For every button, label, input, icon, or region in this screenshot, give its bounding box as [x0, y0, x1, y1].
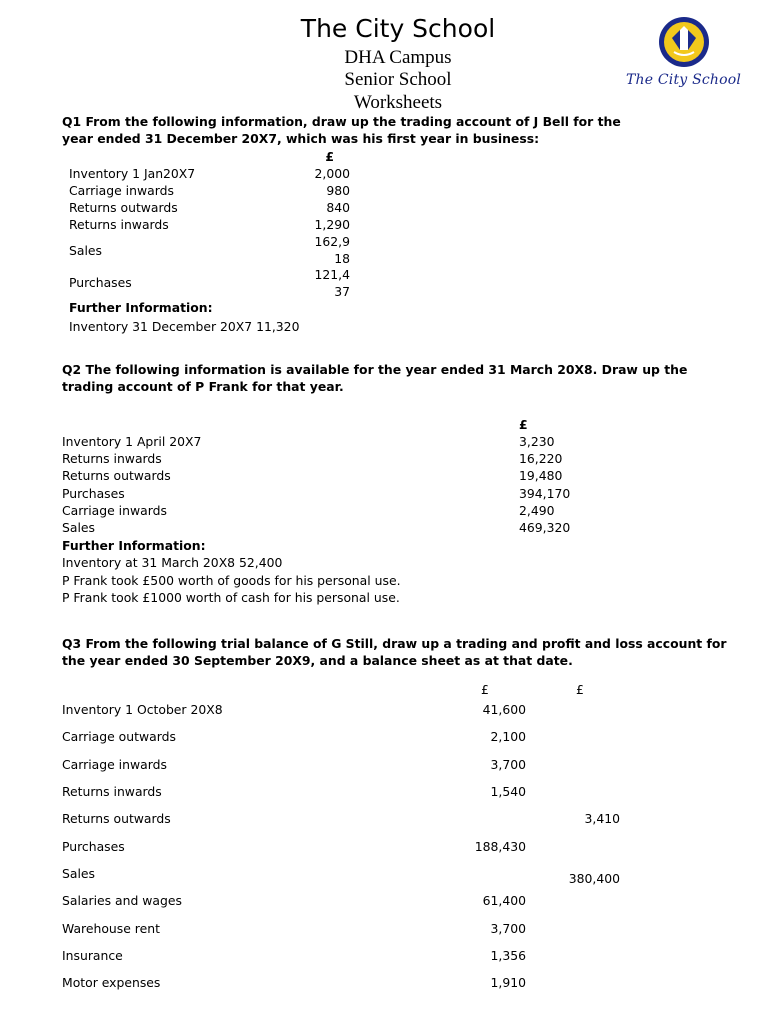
- q3-label: Inventory 1 October 20X8: [62, 702, 223, 717]
- q3-debit: 41,600: [482, 702, 526, 717]
- q3-label: Sales: [62, 866, 95, 881]
- q1-further-text: Inventory 31 December 20X7 11,320: [69, 319, 300, 334]
- q3-label: Carriage outwards: [62, 729, 176, 744]
- q2-label: Inventory 1 April 20X7: [62, 434, 202, 449]
- q2-label: Returns outwards: [62, 468, 171, 483]
- q1-question: Q1 From the following information, draw up the trading account of J Bell for the year ended 31 December 20X7, which was his first year in business:: [62, 114, 621, 146]
- q1-label: Returns outwards: [69, 200, 178, 215]
- q2-value: 394,170: [519, 486, 571, 501]
- q1-value: 121,4: [314, 267, 350, 282]
- q2-value: 469,320: [519, 520, 571, 535]
- q3-label: Insurance: [62, 948, 123, 963]
- q3-label: Warehouse rent: [62, 921, 160, 936]
- q1-value: 162,9: [314, 234, 350, 249]
- q2-value: 16,220: [519, 451, 563, 466]
- q1-label: Purchases: [69, 275, 132, 290]
- q2-question: Q2 The following information is available for the year ended 31 March 20X8. Draw up the trading account of P Frank for that year.: [62, 362, 688, 394]
- q3-label: Motor expenses: [62, 975, 161, 990]
- q2-value: 2,490: [519, 503, 555, 518]
- q1-currency: £: [325, 149, 334, 164]
- q1-label: Sales: [69, 243, 102, 258]
- q3-debit: 1,910: [490, 975, 526, 990]
- q3-debit: 3,700: [490, 921, 526, 936]
- q1-value: 18: [334, 251, 350, 266]
- logo-text: The City School: [626, 72, 742, 88]
- q3-label: Purchases: [62, 839, 125, 854]
- q3-label: Carriage inwards: [62, 757, 167, 772]
- q3-label: Returns inwards: [62, 784, 162, 799]
- q3-currency-dr: £: [481, 682, 489, 697]
- q1-label: Inventory 1 Jan20X7: [69, 166, 196, 181]
- q2-label: Purchases: [62, 486, 125, 501]
- q1-value: 980: [326, 183, 350, 198]
- q3-credit: 3,410: [584, 811, 620, 826]
- q3-currency-cr: £: [576, 682, 584, 697]
- q3-label: Returns outwards: [62, 811, 171, 826]
- q3-question: Q3 From the following trial balance of G Still, draw up a trading and profit and loss account for the year ended 30 September 20X9, and a balance sheet as at that date.: [62, 636, 727, 668]
- q1-label: Carriage inwards: [69, 183, 174, 198]
- q3-debit: 61,400: [482, 893, 526, 908]
- q2-currency: £: [519, 417, 528, 432]
- q3-label: Salaries and wages: [62, 893, 182, 908]
- q1-value: 2,000: [314, 166, 350, 181]
- q2-label: Carriage inwards: [62, 503, 167, 518]
- doc-subtitle: Worksheets: [353, 92, 443, 113]
- page-title: The City School: [300, 14, 496, 43]
- q3-debit: 3,700: [490, 757, 526, 772]
- q1-value: 1,290: [314, 217, 350, 232]
- q2-value: 3,230: [519, 434, 555, 449]
- q2-value: 19,480: [519, 468, 563, 483]
- q2-further-text: Inventory at 31 March 20X8 52,400: [62, 555, 283, 570]
- q3-debit: 188,430: [474, 839, 526, 854]
- q2-further-heading: Further Information:: [62, 538, 206, 553]
- campus-subtitle: DHA Campus: [344, 47, 452, 68]
- school-logo-icon: [658, 16, 710, 68]
- q3-debit: 2,100: [490, 729, 526, 744]
- q2-further-text: P Frank took £500 worth of goods for his personal use.: [62, 573, 401, 588]
- q2-further-text: P Frank took £1000 worth of cash for his personal use.: [62, 590, 400, 605]
- q3-credit: 380,400: [568, 871, 620, 886]
- q1-value: 840: [326, 200, 350, 215]
- q1-label: Returns inwards: [69, 217, 169, 232]
- q2-label: Returns inwards: [62, 451, 162, 466]
- q3-debit: 1,356: [490, 948, 526, 963]
- q1-value: 37: [334, 284, 350, 299]
- q1-further-heading: Further Information:: [69, 300, 213, 315]
- q3-debit: 1,540: [490, 784, 526, 799]
- q2-label: Sales: [62, 520, 95, 535]
- section-subtitle: Senior School: [344, 69, 452, 90]
